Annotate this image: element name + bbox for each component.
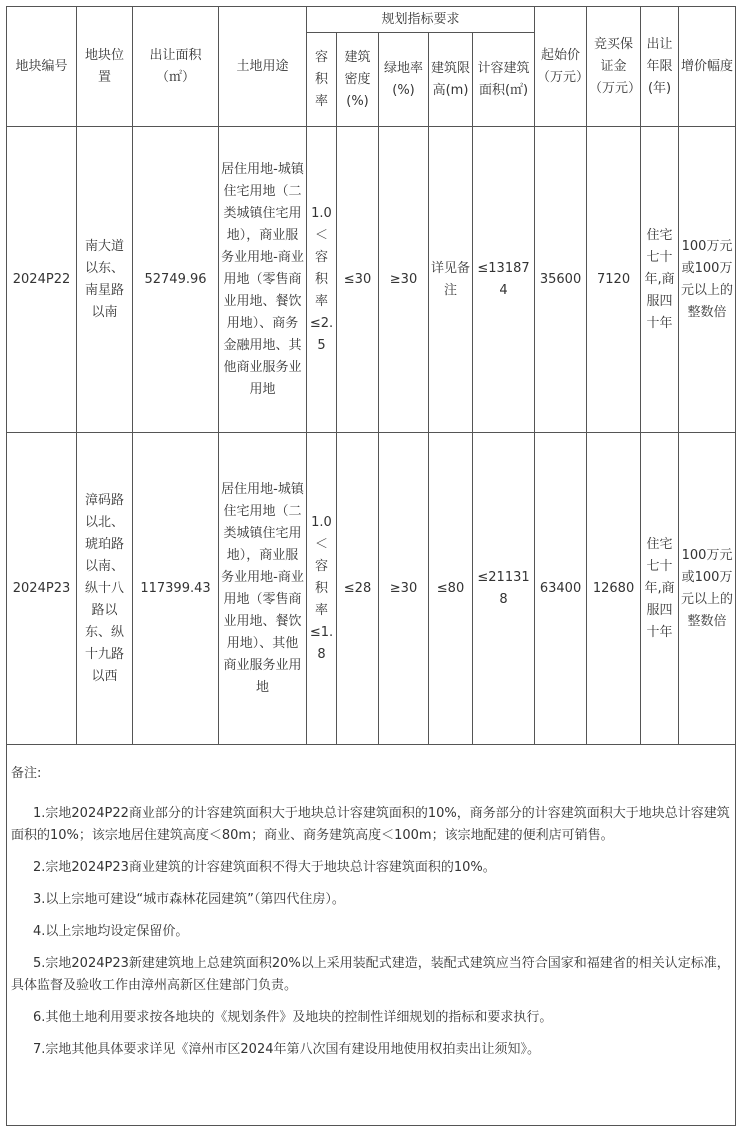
header-floor-area: 计容建筑面积(㎡)	[473, 33, 535, 127]
header-increment: 增价幅度	[679, 7, 736, 127]
notes-title: 备注:	[11, 766, 42, 781]
cell-increment: 100万元或100万元以上的整数倍	[679, 127, 736, 433]
header-location: 地块位置	[77, 7, 133, 127]
cell-density: ≤30	[337, 127, 379, 433]
cell-start-price: 63400	[535, 433, 587, 745]
note-item-2: 2.宗地2024P23商业建筑的计容建筑面积不得大于地块总计容建筑面积的10%。	[33, 860, 496, 875]
cell-term: 住宅七十年,商服四十年	[641, 127, 679, 433]
cell-green: ≥30	[379, 127, 429, 433]
cell-location: 漳码路以北、琥珀路以南、纵十八路以东、纵十九路以西	[77, 433, 133, 745]
land-auction-table-container	[6, 6, 734, 1126]
cell-deposit: 12680	[587, 433, 641, 745]
note-item-7: 7.宗地其他具体要求详见《漳州市区2024年第八次国有建设用地使用权拍卖出让须知》。	[33, 1042, 540, 1057]
note-item-5: 5.宗地2024P23新建建筑地上总建筑面积20%以上采用装配式建造，装配式建筑应当符合国家和福建省的相关认定标准，具体监督及验收工作由漳州高新区住建部门负责。	[11, 956, 730, 993]
header-parcel-no: 地块编号	[7, 7, 77, 127]
cell-height: 详见备注	[429, 127, 473, 433]
cell-parcel-no: 2024P22	[7, 127, 77, 433]
cell-increment: 100万元或100万元以上的整数倍	[679, 433, 736, 745]
header-plot-ratio: 容积率	[307, 33, 337, 127]
cell-density: ≤28	[337, 433, 379, 745]
cell-green: ≥30	[379, 433, 429, 745]
cell-plot-ratio: 1.0＜容积率≤2.5	[307, 127, 337, 433]
header-deposit: 竞买保证金（万元）	[587, 7, 641, 127]
header-planning-group: 规划指标要求	[307, 7, 535, 33]
cell-land-use: 居住用地-城镇住宅用地（二类城镇住宅用地），商业服务业用地-商业用地（零售商业用地、餐饮用地）、其他商业服务业用地	[219, 433, 307, 745]
cell-deposit: 7120	[587, 127, 641, 433]
table-row	[7, 433, 736, 745]
notes-row	[7, 745, 736, 1126]
header-term: 出让年限(年)	[641, 7, 679, 127]
note-item-3: 3.以上宗地可建设“城市森林花园建筑”（第四代住房）。	[33, 892, 345, 907]
cell-start-price: 35600	[535, 127, 587, 433]
header-height: 建筑限高(m)	[429, 33, 473, 127]
cell-floor-area: ≤211318	[473, 433, 535, 745]
header-start-price: 起始价（万元）	[535, 7, 587, 127]
note-item-1: 1.宗地2024P22商业部分的计容建筑面积大于地块总计容建筑面积的10%，商务部分的计容建筑面积大于地块总计容建筑面积的10%；该宗地居住建筑高度＜80m；商业、商务建筑高度＜100m；该宗地配建的便利店可销售。	[11, 806, 730, 843]
cell-term: 住宅七十年,商服四十年	[641, 433, 679, 745]
cell-area: 117399.43	[133, 433, 219, 745]
notes-cell	[7, 745, 736, 1126]
cell-height: ≤80	[429, 433, 473, 745]
cell-parcel-no: 2024P23	[7, 433, 77, 745]
header-area: 出让面积（㎡）	[133, 7, 219, 127]
header-green: 绿地率(%)	[379, 33, 429, 127]
cell-plot-ratio: 1.0＜容积率≤1.8	[307, 433, 337, 745]
header-row-top	[7, 7, 736, 33]
note-item-4: 4.以上宗地均设定保留价。	[33, 924, 189, 939]
header-density: 建筑密度(%)	[337, 33, 379, 127]
cell-floor-area: ≤131874	[473, 127, 535, 433]
cell-location: 南大道以东、南星路以南	[77, 127, 133, 433]
header-land-use: 土地用途	[219, 7, 307, 127]
cell-area: 52749.96	[133, 127, 219, 433]
table-row	[7, 127, 736, 433]
note-item-6: 6.其他土地利用要求按各地块的《规划条件》及地块的控制性详细规划的指标和要求执行。	[33, 1010, 553, 1025]
cell-land-use: 居住用地-城镇住宅用地（二类城镇住宅用地），商业服务业用地-商业用地（零售商业用地、餐饮用地）、商务金融用地、其他商业服务业用地	[219, 127, 307, 433]
land-auction-table	[6, 6, 736, 1126]
